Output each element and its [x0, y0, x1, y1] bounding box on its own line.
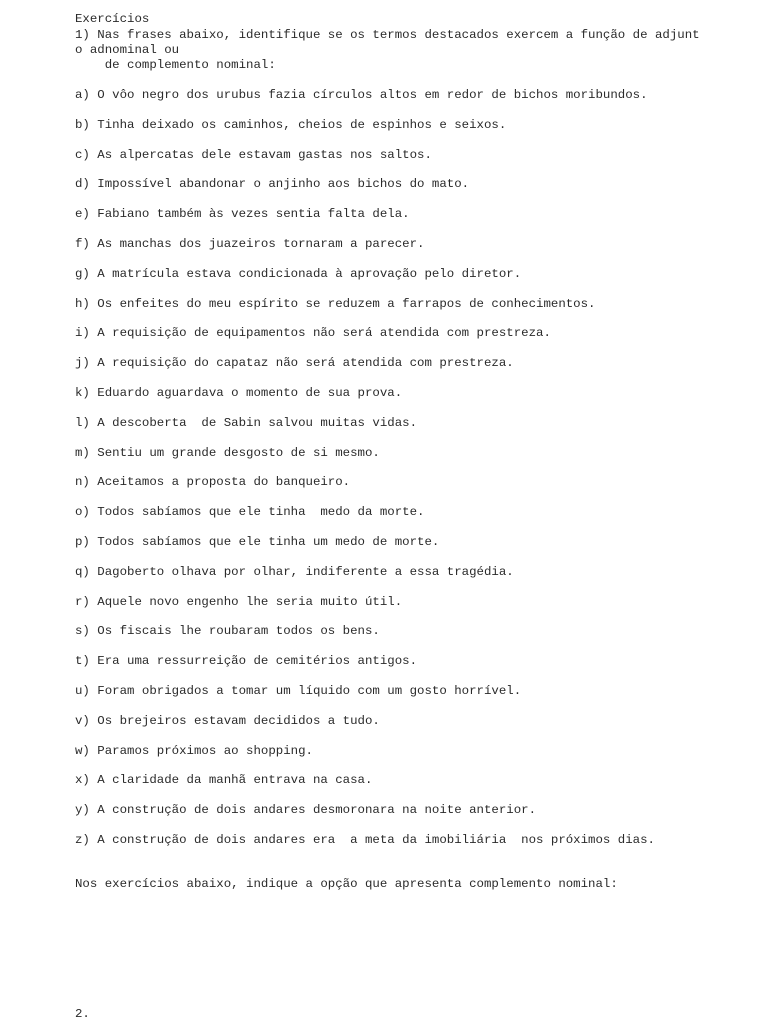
exercise-item-a: a) O vôo negro dos urubus fazia círculos altos em redor de bichos moribundos.: [75, 88, 648, 102]
exercise-item-x: x) A claridade da manhã entrava na casa.: [75, 773, 373, 788]
exercise-item-y: y) A construção de dois andares desmoronara na noite anterior.: [75, 803, 537, 818]
exercise-item-b: b) Tinha deixado os caminhos, cheios de espinhos e seixos.: [75, 117, 507, 132]
exercise-item-d: d) Impossível abandonar o anjinho aos bichos do mato.: [75, 177, 470, 192]
exercise-item-q: q) Dagoberto olhava por olhar, indiferente a essa tragédia.: [75, 564, 514, 579]
exercise-item-r: r) Aquele novo engenho lhe seria muito útil.: [75, 594, 403, 609]
exercise-item-m: m) Sentiu um grande desgosto de si mesmo.: [75, 445, 380, 460]
exercise-instruction-line-3: de complemento nominal:: [75, 58, 276, 72]
exercise-item-l: l) A descoberta de Sabin salvou muitas vidas.: [75, 415, 418, 430]
exercise-item-n: n) Aceitamos a proposta do banqueiro.: [75, 475, 351, 490]
exercise-item-e: e) Fabiano também às vezes sentia falta dela.: [75, 207, 410, 222]
exercise-item-w: w) Paramos próximos ao shopping.: [75, 743, 313, 758]
next-exercise-number: 2.: [75, 1007, 90, 1021]
exercise-item-g: g) A matrícula estava condicionada à aprovação pelo diretor.: [75, 266, 522, 281]
exercise-heading: Exercícios: [75, 12, 150, 26]
exercise-item-o: o) Todos sabíamos que ele tinha medo da morte.: [75, 505, 425, 520]
exercise-item-c: c) As alpercatas dele estavam gastas nos saltos.: [75, 147, 432, 162]
exercise-item-h: h) Os enfeites do meu espírito se reduzem a farrapos de conhecimentos.: [75, 296, 596, 311]
exercise-item-p: p) Todos sabíamos que ele tinha um medo de morte.: [75, 534, 440, 549]
exercise-item-u: u) Foram obrigados a tomar um líquido com um gosto horrível.: [75, 683, 522, 698]
exercise-instruction-line-1: 1) Nas frases abaixo, identifique se os termos destacados exercem a função de adjunt: [75, 28, 700, 42]
exercise-item-k: k) Eduardo aguardava o momento de sua prova.: [75, 385, 403, 400]
exercise-instruction-line-2: o adnominal ou: [75, 43, 180, 57]
exercise-item-j: j) A requisição do capataz não será atendida com prestreza.: [75, 356, 514, 371]
followup-instruction: Nos exercícios abaixo, indique a opção que apresenta complemento nominal:: [75, 877, 618, 891]
exercise-item-z: z) A construção de dois andares era a meta da imobiliária nos próximos dias.: [75, 832, 655, 847]
exercise-item-f: f) As manchas dos juazeiros tornaram a parecer.: [75, 236, 425, 251]
exercise-item-i: i) A requisição de equipamentos não será atendida com prestreza.: [75, 326, 551, 341]
exercise-item-s: s) Os fiscais lhe roubaram todos os bens.: [75, 624, 380, 639]
exercise-item-v: v) Os brejeiros estavam decididos a tudo.: [75, 713, 380, 728]
exercise-item-t: t) Era uma ressurreição de cemitérios antigos.: [75, 654, 418, 669]
exercise-item-list: [75, 88, 655, 863]
